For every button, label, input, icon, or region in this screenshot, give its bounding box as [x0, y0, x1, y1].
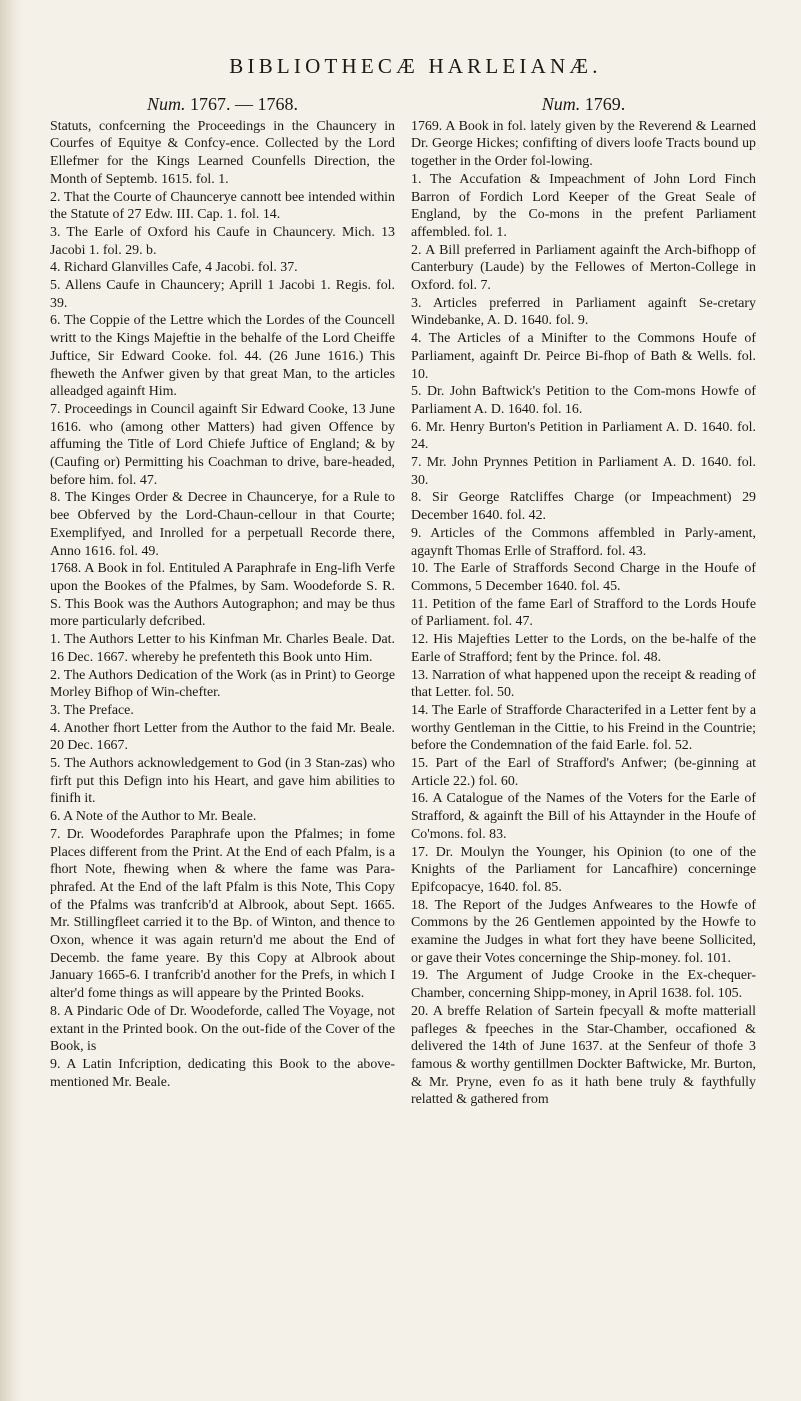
catalogue-item: 14. The Earle of Strafforde Characterifed in a Letter fent by a worthy Gentleman in the Cittie, to his Freind in the Countrie; before the Condemnation of the faid Earle. fol. 52. [411, 702, 756, 754]
catalogue-item: 16. A Catalogue of the Names of the Voters for the Earle of Strafford, & againft the Bill of his Attaynder in the Houfe of Co'mons. fol. 83. [411, 791, 756, 842]
catalogue-item: 17. Dr. Moulyn the Younger, his Opinion (to one of the Knights of the Parliament for Lancafhire) concerninge Epifcopacye, 1640. fol. 85. [411, 844, 756, 895]
catalogue-item: 15. Part of the Earl of Strafford's Anfwer; (be-ginning at Article 22.) fol. 60. [411, 756, 756, 789]
catalogue-item: 11. Petition of the fame Earl of Strafford to the Lords Houfe of Parliament. fol. 47. [411, 596, 756, 630]
catalogue-item: 10. The Earle of Straffords Second Charge in the Houfe of Commons, 5 December 1640. fol. 45. [411, 561, 756, 594]
catalogue-item: 6. The Coppie of the Lettre which the Lordes of the Councell writt to the Kings Majeftie in the behalfe of the Lord Cheiffe Juftice, Sir Edward Cooke. fol. 44. (26 June 1616.) This fheweth the Anfwer given by that great Man, to the articles alleadged againft Him. [50, 313, 395, 400]
right-heading-range: 1769. [584, 94, 626, 114]
catalogue-item: 3. The Earle of Oxford his Caufe in Chauncery. Mich. 13 Jacobi 1. fol. 29. b. [50, 224, 395, 258]
right-column-heading [411, 96, 756, 114]
catalogue-item: 1768. A Book in fol. Entituled A Paraphrafe in Eng-lifh Verfe upon the Bookes of the Pfalmes, by Sam. Woodeforde S. R. S. This Book was the Authors Autographon; and may be thus more particularly defcribed. [50, 561, 395, 630]
running-head: BIBLIOTHECÆ HARLEIANÆ. [229, 54, 602, 78]
right-entries [411, 118, 756, 1109]
catalogue-item: 1. The Accufation & Impeachment of John Lord Finch Barron of Fordich Lord Keeper of the Great Seale of England, by the Co-mons in the prefent Parliament affembled. fol. 1. [411, 171, 756, 240]
catalogue-item: 8. Sir George Ratcliffes Charge (or Impeachment) 29 December 1640. fol. 42. [411, 490, 756, 524]
catalogue-item: 5. Dr. John Baftwick's Petition to the Com-mons Howfe of Parliament A. D. 1640. fol. 16. [411, 384, 756, 417]
catalogue-item: 4. Another fhort Letter from the Author to the faid Mr. Beale. 20 Dec. 1667. [50, 720, 395, 754]
catalogue-item: Statuts, confcerning the Proceedings in the Chauncery in Courfes of Equitye & Confcy-ence. Collected by the Lord Ellefmer for the Kings Learned Counfells Direction, the Month of Septemb. 1615. fol. 1. [50, 118, 395, 187]
catalogue-item: 4. The Articles of a Minifter to the Commons Houfe of Parliament, againft Dr. Peirce Bi-fhop of Bath & Wells. fol. 10. [411, 331, 756, 382]
left-column-heading [50, 96, 395, 114]
catalogue-item: 1. The Authors Letter to his Kinfman Mr. Charles Beale. Dat. 16 Dec. 1667. whereby he prefenteth this Book unto Him. [50, 632, 395, 665]
catalogue-item: 7. Dr. Woodefordes Paraphrafe upon the Pfalmes; in fome Places different from the Print. At the End of each Pfalm, is a fhort Note, fhewing when & where the fame was Para-phrafed. At the End of the laft Pfalm is this Note, This Copy of the Pfalms was tranfcrib'd at Albrook, about Sept. 1665. Mr. Stillingfleet carried it to the Bp. of Winton, and thence to Oxon, whence it was again return'd me about the End of Decemb. the fame yeare. By this Copy at Albrook about January 1665-6. I tranfcrib'd another for the Prefs, in which I alter'd fome things as will appeare by the Printed Books. [50, 826, 395, 1002]
catalogue-item: 6. A Note of the Author to Mr. Beale. [50, 809, 257, 825]
catalogue-item: 19. The Argument of Judge Crooke in the Ex-chequer-Chamber, concerning Shipp-money, in April 1638. fol. 105. [411, 968, 756, 1002]
left-heading-range: 1767. — 1768. [190, 94, 298, 114]
catalogue-item: 5. The Authors acknowledgement to God (in 3 Stan-zas) who firft put this Defign into his Heart, and gave him abilities to finifh it. [50, 756, 395, 807]
catalogue-item: 7. Proceedings in Council againft Sir Edward Cooke, 13 June 1616. who (among other Matters) had given Offence by affuming the Title of Lord Chiefe Juftice of England; & by (Caufing or) Permitting his Coachman to drive, bare-headed, before him. fol. 47. [50, 401, 395, 488]
catalogue-item: 8. A Pindaric Ode of Dr. Woodeforde, called The Voyage, not extant in the Printed book. On the out-fide of the Cover of the Book, is [50, 1003, 395, 1055]
right-column [411, 96, 756, 1109]
left-entries [50, 118, 395, 1092]
catalogue-item: 20. A breffe Relation of Sartein fpecyall & mofte matteriall pafleges & fpeeches in the Star-Chamber, occafioned & delivered the 14th of June 1637. at the Senfeur of thofe 3 famous & worthy gentillmen Dockter Baftwicke, Mr. Burton, & Mr. Pryne, even fo as it hath bene truly & faythfully relatted & gathered from [411, 1003, 756, 1108]
catalogue-item: 9. Articles of the Commons affembled in Parly-ament, agaynft Thomas Erlle of Strafford. fol. 43. [411, 525, 756, 559]
left-heading-num: Num. [146, 94, 186, 114]
catalogue-item: 9. A Latin Infcription, dedicating this Book to the above-mentioned Mr. Beale. [50, 1056, 395, 1090]
catalogue-item: 2. A Bill preferred in Parliament againft the Arch-bifhopp of Canterbury (Laude) by the Fellowes of Merton-College in Oxford. fol. 7. [411, 242, 756, 294]
left-column [50, 96, 395, 1091]
catalogue-item: 4. Richard Glanvilles Cafe, 4 Jacobi. fol. 37. [50, 260, 298, 276]
catalogue-item: 13. Narration of what happened upon the receipt & reading of that Letter. fol. 50. [411, 667, 756, 701]
page-edge-shadow [0, 0, 22, 1401]
catalogue-item: 2. The Authors Dedication of the Work (as in Print) to George Morley Bifhop of Win-chefter. [50, 667, 395, 701]
catalogue-item: 8. The Kinges Order & Decree in Chauncerye, for a Rule to bee Obferved by the Lord-Chaun-cellour in that Courte; Exemplifyed, and Inrolled for a perpetuall Recorde there, Anno 1616. fol. 49. [50, 490, 395, 559]
catalogue-item: 12. His Majefties Letter to the Lords, on the be-halfe of the Earle of Strafford; fent by the Prince. fol. 48. [411, 632, 756, 665]
catalogue-item: 7. Mr. John Prynnes Petition in Parliament A. D. 1640. fol. 30. [411, 455, 756, 488]
catalogue-item: 5. Allens Caufe in Chauncery; Aprill 1 Jacobi 1. Regis. fol. 39. [50, 278, 395, 311]
catalogue-item: 1769. A Book in fol. lately given by the Reverend & Learned Dr. George Hickes; confifting of divers loofe Tracts bound up together in the Order fol-lowing. [411, 118, 756, 170]
catalogue-item: 6. Mr. Henry Burton's Petition in Parliament A. D. 1640. fol. 24. [411, 419, 756, 453]
catalogue-item: 3. Articles preferred in Parliament againft Se-cretary Windebanke, A. D. 1640. fol. 9. [411, 295, 756, 329]
catalogue-item: 3. The Preface. [50, 702, 134, 718]
right-heading-num: Num. [541, 94, 581, 114]
catalogue-item: 2. That the Courte of Chaunceryе cannott bee intended within the Statute of 27 Edw. III. Cap. 1. fol. 14. [50, 189, 395, 223]
catalogue-item: 18. The Report of the Judges Anfweares to the Howfe of Commons by the 26 Gentlemen appointed by the Howfe to examine the Judges in what fort they have beene Sollicited, or gave their Votes concerninge the Ship-money. fol. 101. [411, 897, 756, 966]
